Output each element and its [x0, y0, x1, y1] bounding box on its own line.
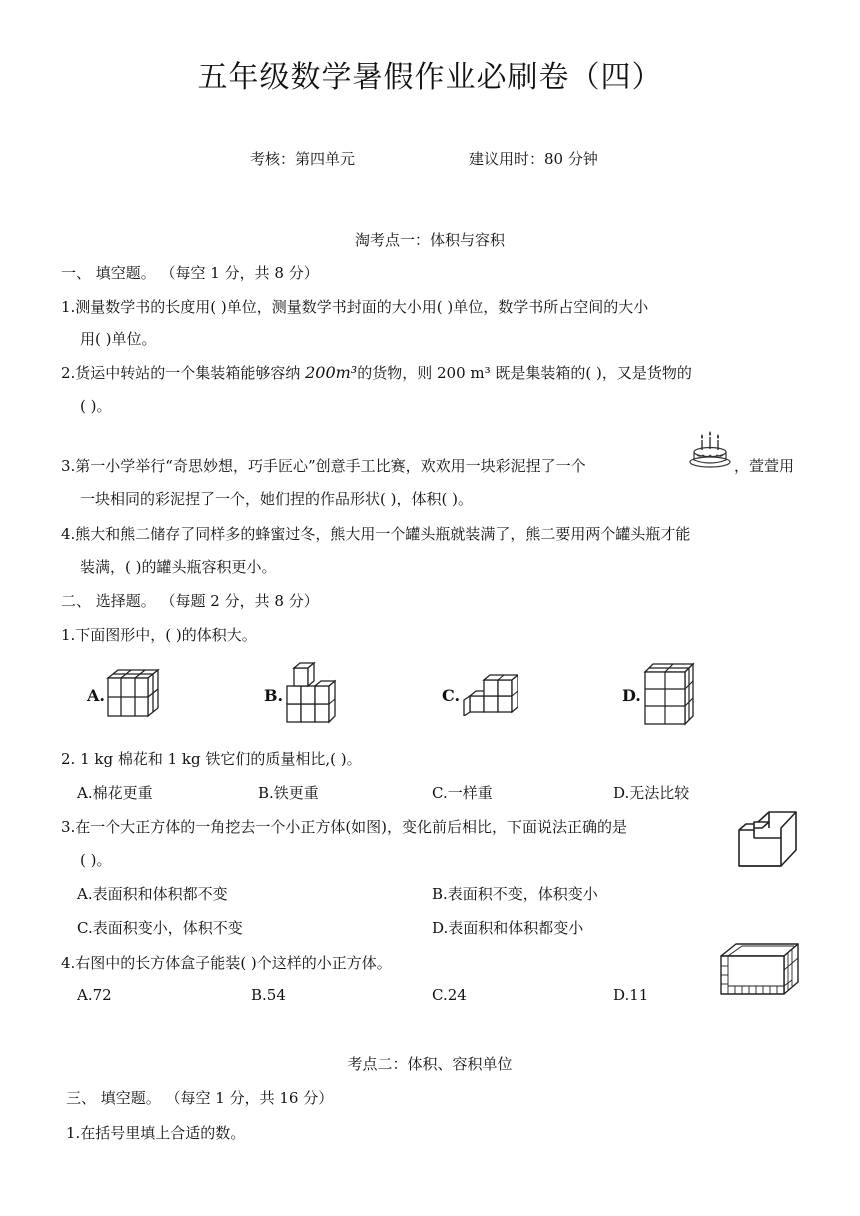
q2-4-text: 4.右图中的长方体盒子能装( )个这样的小正方体。: [61, 954, 392, 972]
q2-4-option-b: B.54: [251, 986, 286, 1004]
q1-3-line1: [61, 455, 586, 476]
q2-1-option-c-label: C.: [442, 686, 461, 705]
q2-3-option-c: C.表面积变小，体积不变: [77, 919, 243, 937]
cake-icon: [688, 428, 732, 470]
q1-1-line1: 1.测量数学书的长度用( )单位，测量数学书封面的大小用( )单位，数学书所占空间的大小: [61, 298, 649, 316]
q3-1-text: 1.在括号里填上合适的数。: [66, 1124, 246, 1142]
cube-stack-d-icon: [642, 660, 696, 726]
q2-2-option-b: B.铁更重: [258, 784, 319, 802]
q1-2-line1: [61, 362, 692, 383]
q2-2-option-d: D.无法比较: [613, 784, 690, 802]
q1-4-line1: 4.熊大和熊二储存了同样多的蜂蜜过冬，熊大用一个罐头瓶就装满了，熊二要用两个罐头瓶才能: [61, 525, 691, 543]
q2-1-option-a-label: A.: [87, 686, 105, 705]
q2-3-option-b: B.表面积不变，体积变小: [432, 885, 598, 903]
q1-3-text-a: 3.第一小学举行“奇思妙想，巧手匠心”创意手工比赛，欢欢用一块彩泥捏了一个: [61, 457, 586, 475]
q1-3-text-b: ，萱萱用: [734, 457, 795, 475]
q1-3-line2: 一块相同的彩泥捏了一个，她们捏的作品形状( )，体积( )。: [80, 490, 473, 508]
q2-3-option-a: A.表面积和体积都不变: [77, 885, 228, 903]
part1-header: 一、 填空题。 （每空 1 分，共 8 分）: [61, 264, 319, 282]
section-title-1: 淘考点一：体积与容积: [354, 231, 505, 249]
q2-1-option-d-label: D.: [622, 686, 641, 705]
q2-1-option-b-label: B.: [264, 686, 284, 705]
cube-stack-c-icon: [460, 670, 518, 716]
q2-4-option-a: A.72: [77, 986, 112, 1004]
notched-cube-icon: [736, 810, 800, 868]
q2-2-option-a: A.棉花更重: [77, 784, 153, 802]
q1-2-volume: 200m³: [305, 363, 358, 382]
q2-4-option-d: D.11: [613, 986, 649, 1004]
page-title: 五年级数学暑假作业必刷卷（四）: [197, 60, 663, 95]
q2-3-line1: 3.在一个大正方体的一角挖去一个小正方体(如图)，变化前后相比，下面说法正确的是: [61, 818, 628, 836]
cube-stack-a-icon: [104, 666, 162, 718]
q2-3-option-d: D.表面积和体积都变小: [432, 919, 584, 937]
box-with-cubes-icon: [718, 940, 800, 998]
q1-2-text-a: 2.货运中转站的一个集装箱能够容纳: [61, 364, 306, 382]
q1-2-text-c: 的货物，则 200 m³ 既是集装箱的( )，又是货物的: [357, 364, 692, 382]
q1-4-line2: 装满，( )的罐头瓶容积更小。: [80, 558, 277, 576]
q1-2-line2: ( )。: [80, 397, 112, 415]
section-title-2: 考点二：体积、容积单位: [347, 1055, 513, 1073]
cube-stack-b-icon: [284, 660, 336, 726]
q2-2-text: 2. 1 kg 棉花和 1 kg 铁它们的质量相比,( )。: [61, 750, 362, 768]
q2-4-option-c: C.24: [432, 986, 467, 1004]
q2-2-option-c: C.一样重: [432, 784, 493, 802]
part2-header: 二、 选择题。 （每题 2 分，共 8 分）: [61, 592, 319, 610]
exam-scope: 考核：第四单元: [250, 150, 356, 168]
q1-1-line2: 用( )单位。: [80, 330, 157, 348]
q2-1-text: 1.下面图形中，( )的体积大。: [61, 626, 257, 644]
part3-header: 三、 填空题。 （每空 1 分，共 16 分）: [66, 1089, 334, 1107]
suggested-time: 建议用时：80 分钟: [469, 150, 598, 168]
q2-3-line2: ( )。: [80, 851, 112, 869]
